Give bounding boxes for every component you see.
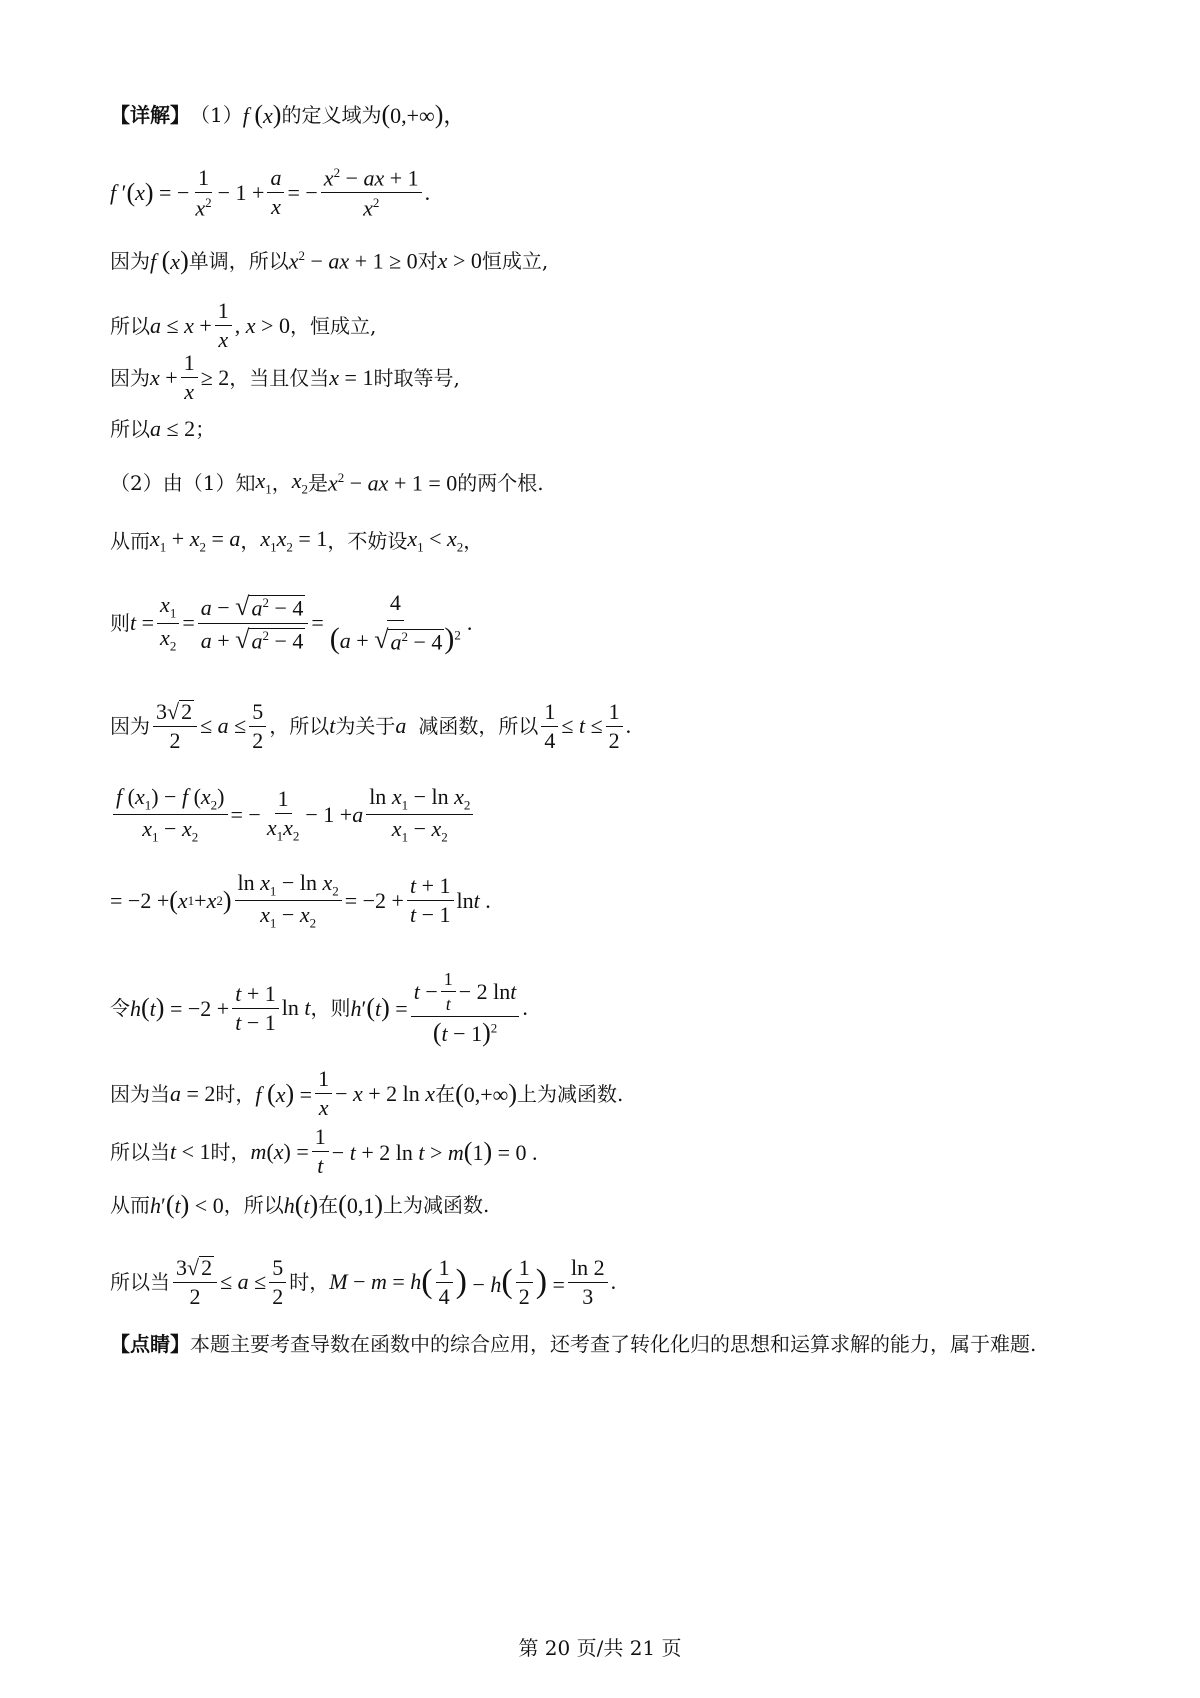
monotonic-condition: 因为 f (x) 单调，所以 $x^2$ − ax + 1 ≥ 0 对 x > 0 恒成立, bbox=[110, 246, 549, 275]
am-gm-bound: 因为 x + $\frac{1}{x}$ ≥ 2 ，当且仅当 x = 1 时取等号, bbox=[110, 350, 460, 404]
t-range: 因为 3 √ 2 2 ≤ a ≤ $\frac{5}{2}$ ，所以 t 为关于 a 减函数，所以 $\frac{1}{4}$ ≤ t ≤ $\frac{1}{2}$ . bbox=[110, 698, 632, 753]
h-decreasing: 从而 h′(t) < 0 ，所以 h(t) 在 (0,1) 上为减函数. bbox=[110, 1190, 490, 1219]
solution-part1-domain: 【详解】 （1） f (x) 的定义域为 (0,+∞)， bbox=[110, 100, 466, 129]
inequality-a: 所以 a ≤ x + $\frac{1}{x}$ , x > 0 ，恒成立, bbox=[110, 298, 377, 352]
comment-label: 【点睛】 bbox=[110, 1332, 190, 1356]
detail-label: 【详解】 bbox=[110, 103, 190, 127]
t-formula: 则 t = $\frac{x_1}{x_2}$ = a − √ $a^2 - 4$ a + √ $a^2 - 4$ = 4 (a + √ $a^2 - 4$ )$^2$ . bbox=[110, 590, 473, 655]
comment-paragraph: 【点睛】 本题主要考查导数在函数中的综合应用，还考查了转化化归的思想和运算求解的能力，属于难题. bbox=[110, 1332, 1037, 1356]
vieta-relations: 从而 $x_1 + x_2 = a$ ， $x_1x_2 = 1$ ，不妨设 $x_1 < x_2$ ， bbox=[110, 526, 484, 555]
final-result: 所以当 3 √ 2 2 ≤ a ≤ $\frac{5}{2}$ 时， M − m = h ( $\frac{1}{4}$ ) − h ( $\frac{1}{2}$ ) = $\frac{\ln 2}{3}$ . bbox=[110, 1254, 617, 1309]
solution-part2-roots: （2）由（1）知 $x_1$ ， $x_2$ 是 $x^2$ − ax + 1 = 0 的两个根. bbox=[110, 468, 544, 497]
h-definition: 令 h(t) = −2 + $\frac{t + 1}{t - 1}$ ln t ，则 h′(t) = t − $\frac{1}{t}$ − 2 ln t $(t - 1)^2$ . bbox=[110, 969, 528, 1047]
page-number: 第 20 页/共 21 页 bbox=[518, 1636, 682, 1660]
derivative-formula: f ′ ( x ) = − $\frac{1}{x^2}$ − 1 + $\frac{a}{x}$ = − $\frac{x^2 - ax + 1}{x^2}$ . bbox=[110, 164, 431, 221]
f-decreasing-a2: 因为当 a = 2 时， f (x) = $\frac{1}{x}$ − x + 2 ln x 在 (0,+∞) 上为减函数. bbox=[110, 1066, 624, 1120]
difference-quotient-simplified: = −2 + ( x 1 + x 2 ) $\frac{\ln x_1 - \ln x_2}{x_1 - x_2}$ = −2 + $\frac{t + 1}{t - 1}$ ln t . bbox=[110, 870, 491, 931]
m-inequality: 所以当 t < 1 时， m(x) = $\frac{1}{t}$ − t + 2 ln t > m(1) = 0 . bbox=[110, 1124, 538, 1178]
difference-quotient: $\frac{f (x_1) - f (x_2)}{x_1 - x_2}$ = − $\frac{1}{x_1x_2}$ − 1 + a $\frac{\ln x_1 - \ln x_2}{x_1 - x_2}$ bbox=[110, 786, 476, 844]
conclusion-a: 所以 a ≤ 2 ； bbox=[110, 416, 216, 441]
